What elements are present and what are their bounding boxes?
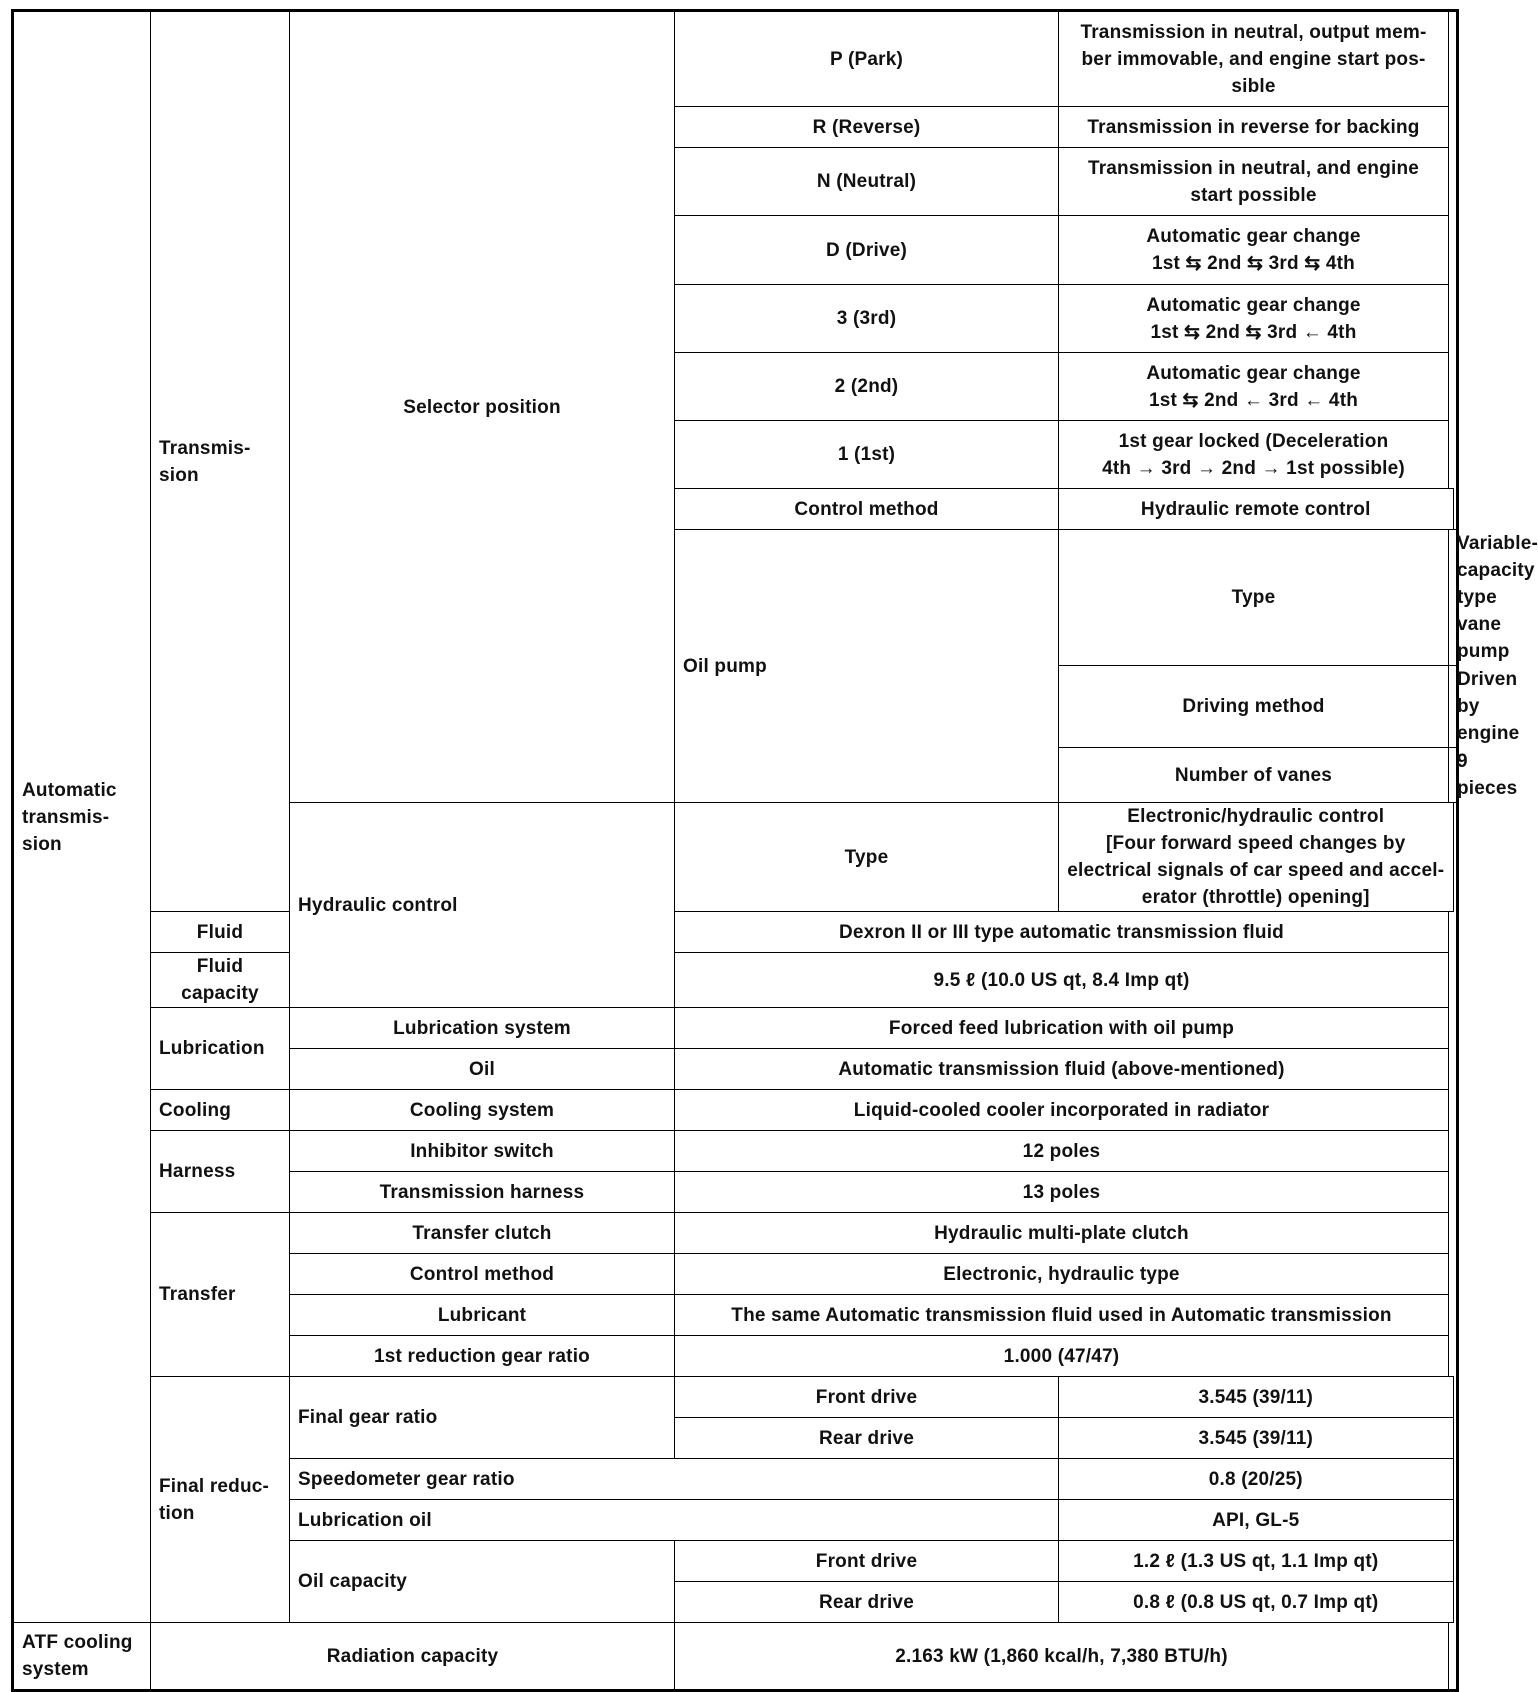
row-value: Forced feed lubrication with oil pump <box>675 1008 1449 1049</box>
desc-line: Automatic gear change <box>1146 226 1361 247</box>
row-label: Transmission harness <box>290 1172 675 1213</box>
table-row <box>13 1008 1458 1049</box>
row-value: 3.545 (39/11) <box>1059 1377 1454 1418</box>
row-label: Lubrication oil <box>290 1500 1059 1541</box>
row-value: Automatic transmission fluid (above-mentioned) <box>675 1049 1449 1090</box>
section-atf-cooling: ATF cooling system <box>13 1623 151 1691</box>
row-label: Fluid <box>151 912 290 953</box>
row-value: Driven by engine <box>1449 666 1458 748</box>
row-label: 1st reduction gear ratio <box>290 1336 675 1377</box>
desc-line: [Four forward speed changes by electrical signals of car speed and accel-erator (throttle) opening] <box>1067 833 1445 908</box>
table-row <box>13 953 1458 1008</box>
row-label: Cooling system <box>290 1090 675 1131</box>
row-value: 9.5 ℓ (10.0 US qt, 8.4 Imp qt) <box>675 953 1449 1008</box>
group-transmission: Transmis-sion <box>151 11 290 912</box>
row-value: The same Automatic transmission fluid used in Automatic transmission <box>675 1295 1449 1336</box>
row-label: Lubricant <box>290 1295 675 1336</box>
gear-sequence: 1st ⇆ 2nd ← 3rd ← 4th <box>1148 389 1359 411</box>
table-row <box>13 1377 1458 1418</box>
row-label: Front drive <box>675 1541 1059 1582</box>
row-label: Type <box>1059 530 1449 666</box>
selector-position-label: Selector position <box>290 11 675 803</box>
group-harness: Harness <box>151 1131 290 1213</box>
row-label: Control method <box>675 489 1059 530</box>
specification-table <box>11 9 1538 1692</box>
row-value: Hydraulic multi-plate clutch <box>675 1213 1449 1254</box>
row-value: 9 pieces <box>1449 748 1458 803</box>
row-value: Liquid-cooled cooler incorporated in radiator <box>675 1090 1449 1131</box>
row-label: Rear drive <box>675 1418 1059 1459</box>
row-label: Number of vanes <box>1059 748 1449 803</box>
row-label: Lubrication system <box>290 1008 675 1049</box>
selector-position-name: 2 (2nd) <box>675 353 1059 421</box>
spec-sheet <box>11 9 1538 1692</box>
row-label: Inhibitor switch <box>290 1131 675 1172</box>
group-hydraulic-control: Hydraulic control <box>290 803 675 1008</box>
row-value: API, GL-5 <box>1059 1500 1454 1541</box>
gear-sequence: 1st ⇆ 2nd ⇆ 3rd ← 4th <box>1150 321 1357 343</box>
row-label: Transfer clutch <box>290 1213 675 1254</box>
row-value: 2.163 kW (1,860 kcal/h, 7,380 BTU/h) <box>675 1623 1449 1691</box>
selector-position-name: 1 (1st) <box>675 421 1059 489</box>
table-row <box>13 1090 1458 1131</box>
group-oil-pump: Oil pump <box>675 530 1059 803</box>
group-oil-capacity: Oil capacity <box>290 1541 675 1623</box>
row-value: 0.8 ℓ (0.8 US qt, 0.7 Imp qt) <box>1059 1582 1454 1623</box>
row-label: Rear drive <box>675 1582 1059 1623</box>
group-cooling: Cooling <box>151 1090 290 1131</box>
selector-position-name: D (Drive) <box>675 216 1059 285</box>
selector-position-desc <box>1059 353 1449 421</box>
row-value: 12 poles <box>675 1131 1449 1172</box>
table-row <box>13 912 1458 953</box>
row-label: Control method <box>290 1254 675 1295</box>
desc-line: Electronic/hydraulic control <box>1127 806 1385 827</box>
row-label: Oil <box>290 1049 675 1090</box>
row-value: Variable-capacity type vane pump <box>1449 530 1458 666</box>
row-label: Radiation capacity <box>151 1623 675 1691</box>
row-value: 3.545 (39/11) <box>1059 1418 1454 1459</box>
selector-position-name: 3 (3rd) <box>675 285 1059 353</box>
table-row <box>13 1623 1458 1691</box>
gear-sequence: 1st ⇆ 2nd ⇆ 3rd ⇆ 4th <box>1152 253 1355 274</box>
row-value: Hydraulic remote control <box>1059 489 1454 530</box>
row-value: 0.8 (20/25) <box>1059 1459 1454 1500</box>
table-row <box>13 1131 1458 1172</box>
desc-line: 1st gear locked (Deceleration <box>1118 430 1389 452</box>
selector-position-desc <box>1059 421 1449 489</box>
selector-position-name: P (Park) <box>675 11 1059 107</box>
selector-position-desc: Transmission in neutral, output mem-ber immovable, and engine start pos-sible <box>1059 11 1449 107</box>
row-value: Dexron II or III type automatic transmission fluid <box>675 912 1449 953</box>
row-value: 13 poles <box>675 1172 1449 1213</box>
section-final-reduction: Final reduc-tion <box>151 1377 290 1623</box>
row-label: Fluid capacity <box>151 953 290 1008</box>
section-automatic-transmission: Automatic transmis-sion <box>13 11 151 1623</box>
row-label: Type <box>675 803 1059 912</box>
row-value <box>1059 803 1454 912</box>
row-value: 1.2 ℓ (1.3 US qt, 1.1 Imp qt) <box>1059 1541 1454 1582</box>
selector-position-desc <box>1059 216 1449 285</box>
desc-line: Automatic gear change <box>1146 294 1361 316</box>
selector-position-desc <box>1059 285 1449 353</box>
table-row <box>13 11 1458 107</box>
row-label: Driving method <box>1059 666 1449 748</box>
selector-position-name: R (Reverse) <box>675 107 1059 148</box>
selector-position-name: N (Neutral) <box>675 148 1059 216</box>
row-value: Electronic, hydraulic type <box>675 1254 1449 1295</box>
row-label: Speedometer gear ratio <box>290 1459 1059 1500</box>
selector-position-desc: Transmission in neutral, and engine start possible <box>1059 148 1449 216</box>
desc-line: Automatic gear change <box>1146 362 1361 384</box>
group-lubrication: Lubrication <box>151 1008 290 1090</box>
row-label: Front drive <box>675 1377 1059 1418</box>
selector-position-desc: Transmission in reverse for backing <box>1059 107 1449 148</box>
group-final-gear-ratio: Final gear ratio <box>290 1377 675 1459</box>
group-transfer: Transfer <box>151 1213 290 1377</box>
gear-sequence: 4th → 3rd → 2nd → 1st possible) <box>1102 457 1405 479</box>
table-row <box>13 1213 1458 1254</box>
row-value: 1.000 (47/47) <box>675 1336 1449 1377</box>
